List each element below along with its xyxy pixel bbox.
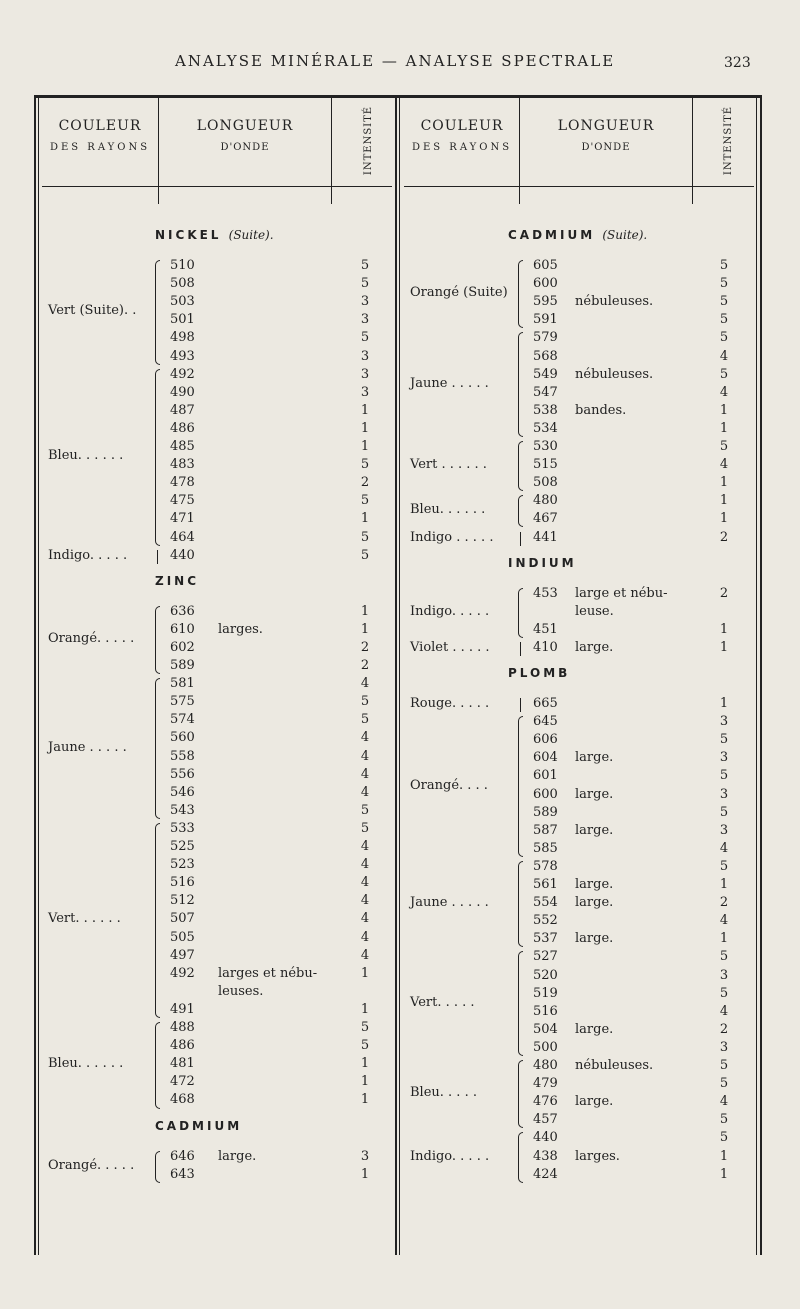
element-name: CADMIUM <box>155 1118 243 1133</box>
col-header-wavelength <box>521 118 691 153</box>
col-header-wave-sub: D'ONDE <box>220 142 270 153</box>
group-brace <box>518 861 523 948</box>
intensity-cell: 2 <box>719 1021 729 1037</box>
intensity-cell: 4 <box>360 748 370 764</box>
note-cell: larges. <box>218 621 263 637</box>
intensity-cell: 5 <box>719 294 729 310</box>
wavelength-cell: 479 <box>533 1076 558 1092</box>
group-brace <box>518 495 523 527</box>
intensity-cell: 2 <box>360 475 370 491</box>
col-header-intensity: INTENSITÉ <box>363 105 375 176</box>
wavelength-cell: 561 <box>533 877 558 892</box>
intensity-cell: 4 <box>360 857 370 873</box>
intensity-cell: 5 <box>719 439 729 454</box>
wavelength-cell: 500 <box>533 1039 558 1055</box>
wavelength-cell: 578 <box>533 858 558 874</box>
intensity-cell: 3 <box>719 1039 729 1055</box>
intensity-cell: 2 <box>719 585 729 601</box>
intensity-cell: 4 <box>360 766 370 782</box>
color-label: Orangé. . . . <box>410 777 488 793</box>
intensity-cell: 1 <box>360 420 370 436</box>
intensity-cell: 4 <box>360 911 370 927</box>
wavelength-cell: 581 <box>170 676 195 692</box>
intensity-cell: 1 <box>719 402 729 418</box>
table-left-rule <box>34 95 36 1255</box>
wavelength-cell: 604 <box>533 750 558 766</box>
col-header-color-sub: DES RAYONS <box>49 142 151 153</box>
color-label: Jaune . . . . . <box>410 895 489 911</box>
wavelength-cell: 498 <box>170 330 195 346</box>
color-label: Indigo. . . . . <box>410 1148 490 1164</box>
intensity-cell: 5 <box>360 694 370 710</box>
wavelength-cell: 543 <box>170 802 195 818</box>
wavelength-cell: 665 <box>533 696 558 711</box>
intensity-cell: 5 <box>719 330 729 346</box>
intensity-cell: 3 <box>719 967 729 983</box>
intensity-cell: 1 <box>360 1092 370 1108</box>
wavelength-cell: 645 <box>533 714 558 730</box>
wavelength-cell: 507 <box>170 911 195 927</box>
element-name: CADMIUM <box>508 228 596 242</box>
intensity-cell: 4 <box>719 384 729 400</box>
intensity-cell: 5 <box>360 1038 370 1054</box>
table-right-rule-2 <box>760 95 762 1255</box>
element-name: NICKEL <box>155 228 222 242</box>
intensity-cell: 4 <box>360 784 370 800</box>
wavelength-cell: 636 <box>170 603 195 619</box>
wavelength-cell: 497 <box>170 947 195 963</box>
intensity-cell: 1 <box>360 1074 370 1090</box>
wavelength-cell: 602 <box>170 639 195 655</box>
wavelength-cell: 451 <box>533 621 558 637</box>
intensity-cell: 5 <box>719 732 729 748</box>
wavelength-cell: 587 <box>533 822 558 838</box>
intensity-cell: 5 <box>360 258 370 273</box>
intensity-cell: 5 <box>360 712 370 728</box>
col-header-wave-title: LONGUEUR <box>557 118 655 134</box>
note-cell: leuse. <box>575 603 614 619</box>
note-cell: large. <box>218 1148 257 1164</box>
intensity-cell: 5 <box>719 1076 729 1092</box>
color-label: Rouge. . . . . <box>410 696 490 712</box>
wavelength-cell: 441 <box>533 529 558 545</box>
note-cell: large. <box>575 931 614 947</box>
wavelength-cell: 472 <box>170 1074 195 1090</box>
note-cell: large. <box>575 895 614 911</box>
intensity-cell: 5 <box>719 276 729 292</box>
element-name: INDIUM <box>508 555 577 570</box>
group-brace <box>518 332 523 437</box>
wavelength-cell: 646 <box>170 1148 195 1164</box>
intensity-cell: 4 <box>719 840 729 856</box>
note-cell: nébuleuses. <box>575 366 654 382</box>
intensity-cell: 1 <box>719 1166 729 1182</box>
wavelength-cell: 520 <box>533 967 558 983</box>
wavelength-cell: 515 <box>533 457 558 473</box>
intensity-cell: 3 <box>360 1148 370 1164</box>
wavelength-cell: 605 <box>533 258 558 273</box>
group-brace <box>155 1022 160 1109</box>
section-heading <box>508 666 570 680</box>
intensity-cell: 4 <box>719 913 729 929</box>
wavelength-cell: 538 <box>533 402 558 418</box>
section-heading <box>155 574 199 588</box>
wavelength-cell: 530 <box>533 439 558 454</box>
wavelength-cell: 508 <box>533 475 558 491</box>
col-header-wavelength <box>160 118 330 153</box>
intensity-cell: 1 <box>719 475 729 491</box>
wavelength-cell: 493 <box>170 348 195 364</box>
wavelength-cell: 453 <box>533 585 558 601</box>
intensity-cell: 4 <box>360 839 370 854</box>
wavelength-cell: 467 <box>533 511 558 527</box>
note-cell: large. <box>575 1021 614 1037</box>
element-name: ZINC <box>155 573 200 588</box>
wavelength-cell: 600 <box>533 276 558 292</box>
note-cell: large. <box>575 877 614 892</box>
intensity-cell: 5 <box>360 276 370 292</box>
wavelength-cell: 558 <box>170 748 195 764</box>
intensity-cell: 5 <box>360 529 370 545</box>
group-brace <box>155 369 160 546</box>
wavelength-cell: 480 <box>533 493 558 509</box>
intensity-cell: 1 <box>719 493 729 509</box>
intensity-cell: 3 <box>719 822 729 838</box>
wavelength-cell: 488 <box>170 1020 195 1035</box>
color-label: Bleu. . . . . . <box>410 502 486 518</box>
section-heading <box>155 228 274 242</box>
table-right-rule <box>756 95 757 1255</box>
note-cell: nébuleuses. <box>575 294 654 310</box>
intensity-cell: 4 <box>719 1003 729 1019</box>
intensity-cell: 4 <box>360 893 370 909</box>
note-cell: large. <box>575 786 614 802</box>
note-cell: nébuleuses. <box>575 1058 654 1073</box>
intensity-cell: 4 <box>360 947 370 963</box>
wavelength-cell: 487 <box>170 402 195 418</box>
col-header-intensity: INTENSITÉ <box>723 105 735 176</box>
note-cell: large et nébu- <box>575 585 668 601</box>
color-label: Indigo. . . . . <box>410 603 490 619</box>
wavelength-cell: 554 <box>533 895 558 911</box>
intensity-cell: 5 <box>719 804 729 820</box>
wavelength-cell: 504 <box>533 1021 558 1037</box>
intensity-cell: 2 <box>360 639 370 655</box>
intensity-cell: 4 <box>719 457 729 473</box>
wavelength-cell: 549 <box>533 366 558 382</box>
col-header-color <box>404 118 520 153</box>
group-brace <box>155 1151 160 1183</box>
wavelength-cell: 491 <box>170 1001 195 1017</box>
header-col-rule <box>331 98 332 204</box>
intensity-cell: 5 <box>719 258 729 273</box>
wavelength-cell: 424 <box>533 1166 558 1182</box>
wavelength-cell: 556 <box>170 766 195 782</box>
intensity-cell: 1 <box>360 511 370 527</box>
wavelength-cell: 486 <box>170 420 195 436</box>
intensity-cell: 5 <box>719 858 729 874</box>
wavelength-cell: 440 <box>170 547 195 563</box>
wavelength-cell: 601 <box>533 768 558 784</box>
wavelength-cell: 483 <box>170 457 195 473</box>
wavelength-cell: 533 <box>170 820 195 836</box>
section-heading <box>508 228 647 242</box>
header-col-rule <box>158 98 159 204</box>
wavelength-cell: 585 <box>533 840 558 856</box>
wavelength-cell: 534 <box>533 420 558 436</box>
intensity-cell: 3 <box>719 714 729 730</box>
wavelength-cell: 476 <box>533 1094 558 1110</box>
color-label: Violet . . . . . <box>410 639 490 655</box>
intensity-cell: 4 <box>719 348 729 364</box>
wavelength-cell: 503 <box>170 294 195 310</box>
wavelength-cell: 478 <box>170 475 195 491</box>
wavelength-cell: 537 <box>533 931 558 947</box>
color-label: Bleu. . . . . <box>410 1085 477 1101</box>
header-bottom-rule-left <box>42 186 392 187</box>
group-brace <box>155 823 160 1018</box>
col-header-color-title: COULEUR <box>58 118 142 134</box>
wavelength-cell: 471 <box>170 511 195 527</box>
wavelength-cell: 457 <box>533 1112 558 1128</box>
section-heading <box>155 1119 242 1133</box>
wavelength-cell: 490 <box>170 384 195 400</box>
section-note: (Suite). <box>228 228 274 242</box>
wavelength-cell: 510 <box>170 258 195 273</box>
wavelength-cell: 440 <box>533 1130 558 1146</box>
wavelength-cell: 589 <box>533 804 558 820</box>
wavelength-cell: 643 <box>170 1166 195 1182</box>
intensity-cell: 3 <box>360 384 370 400</box>
intensity-cell: 3 <box>360 348 370 364</box>
element-name: PLOMB <box>508 666 571 680</box>
note-cell: large. <box>575 822 614 838</box>
wavelength-cell: 523 <box>170 857 195 873</box>
intensity-cell: 3 <box>719 750 729 766</box>
group-brace <box>518 441 523 491</box>
intensity-cell: 2 <box>719 895 729 911</box>
group-brace <box>155 606 160 674</box>
wavelength-cell: 591 <box>533 312 558 328</box>
intensity-cell: 1 <box>719 696 729 711</box>
color-label: Orangé. . . . . <box>48 1157 135 1173</box>
intensity-cell: 5 <box>360 330 370 346</box>
wavelength-cell: 485 <box>170 439 195 454</box>
group-brace <box>155 678 160 819</box>
col-header-color-title: COULEUR <box>420 118 504 134</box>
group-bar <box>157 550 158 564</box>
color-label: Bleu. . . . . . <box>48 448 124 464</box>
intensity-cell: 1 <box>360 402 370 418</box>
wavelength-cell: 410 <box>533 639 558 655</box>
wavelength-cell: 475 <box>170 493 195 509</box>
wavelength-cell: 568 <box>533 348 558 364</box>
note-cell: large. <box>575 639 614 655</box>
note-cell: leuses. <box>218 983 264 999</box>
header-col-rule <box>692 98 693 204</box>
intensity-cell: 5 <box>360 493 370 509</box>
intensity-cell: 5 <box>719 949 729 965</box>
intensity-cell: 5 <box>719 768 729 784</box>
wavelength-cell: 589 <box>170 658 195 673</box>
wavelength-cell: 438 <box>533 1148 558 1164</box>
note-cell: larges. <box>575 1148 620 1164</box>
color-label: Bleu. . . . . . <box>48 1056 124 1072</box>
color-label: Indigo. . . . . <box>48 547 128 563</box>
wavelength-cell: 579 <box>533 330 558 346</box>
col-header-color-sub: DES RAYONS <box>411 142 513 153</box>
wavelength-cell: 560 <box>170 730 195 746</box>
intensity-cell: 1 <box>360 1056 370 1072</box>
wavelength-cell: 516 <box>533 1003 558 1019</box>
intensity-cell: 4 <box>719 1094 729 1110</box>
intensity-cell: 5 <box>360 820 370 836</box>
intensity-cell: 1 <box>719 420 729 436</box>
intensity-cell: 5 <box>719 1058 729 1073</box>
col-header-color <box>42 118 158 153</box>
intensity-cell: 1 <box>719 511 729 527</box>
running-title: ANALYSE MINÉRALE — ANALYSE SPECTRALE <box>175 52 616 70</box>
group-brace <box>518 588 523 638</box>
color-label: Orangé. . . . . <box>48 630 135 646</box>
color-label: Jaune . . . . . <box>48 739 127 755</box>
wavelength-cell: 492 <box>170 965 195 981</box>
wavelength-cell: 481 <box>170 1056 195 1072</box>
intensity-cell: 5 <box>360 547 370 563</box>
color-label: Jaune . . . . . <box>410 375 489 391</box>
wavelength-cell: 595 <box>533 294 558 310</box>
intensity-cell: 5 <box>360 1020 370 1035</box>
intensity-cell: 1 <box>360 603 370 619</box>
table-middle-rule <box>395 95 397 1255</box>
intensity-cell: 4 <box>360 676 370 692</box>
intensity-cell: 5 <box>719 366 729 382</box>
table-top-rule <box>34 95 762 98</box>
wavelength-cell: 552 <box>533 913 558 929</box>
intensity-cell: 5 <box>719 1130 729 1146</box>
group-brace <box>155 260 160 365</box>
intensity-cell: 5 <box>719 1112 729 1128</box>
wavelength-cell: 574 <box>170 712 195 728</box>
intensity-cell: 4 <box>360 730 370 746</box>
intensity-cell: 2 <box>360 658 370 673</box>
note-cell: bandes. <box>575 402 627 418</box>
wavelength-cell: 519 <box>533 985 558 1001</box>
group-bar <box>520 698 521 712</box>
intensity-cell: 4 <box>360 875 370 891</box>
intensity-cell: 1 <box>360 1001 370 1017</box>
color-label: Vert. . . . . . <box>48 911 121 927</box>
note-cell: large. <box>575 750 614 766</box>
color-label: Orangé (Suite) <box>410 285 508 301</box>
intensity-cell: 3 <box>719 786 729 802</box>
wavelength-cell: 600 <box>533 786 558 802</box>
intensity-cell: 3 <box>360 366 370 382</box>
group-bar <box>520 642 521 656</box>
wavelength-cell: 501 <box>170 312 195 328</box>
group-brace <box>518 951 523 1056</box>
wavelength-cell: 610 <box>170 621 195 637</box>
intensity-cell: 1 <box>719 639 729 655</box>
col-header-wave-sub: D'ONDE <box>581 142 631 153</box>
group-brace <box>518 1132 523 1182</box>
intensity-cell: 1 <box>719 877 729 892</box>
intensity-cell: 5 <box>360 802 370 818</box>
wavelength-cell: 527 <box>533 949 558 965</box>
group-brace <box>518 260 523 328</box>
wavelength-cell: 547 <box>533 384 558 400</box>
color-label: Vert . . . . . . <box>410 457 487 473</box>
note-cell: large. <box>575 1094 614 1110</box>
intensity-cell: 2 <box>719 529 729 545</box>
intensity-cell: 5 <box>360 457 370 473</box>
header-bottom-rule-right <box>404 186 754 187</box>
color-label: Indigo . . . . . <box>410 529 494 545</box>
color-label: Vert. . . . . <box>410 994 475 1010</box>
col-header-wave-title: LONGUEUR <box>196 118 294 134</box>
intensity-cell: 1 <box>360 439 370 454</box>
wavelength-cell: 480 <box>533 1058 558 1073</box>
intensity-cell: 1 <box>360 965 370 981</box>
group-brace <box>518 1060 523 1128</box>
wavelength-cell: 512 <box>170 893 195 909</box>
intensity-cell: 3 <box>360 312 370 328</box>
wavelength-cell: 508 <box>170 276 195 292</box>
wavelength-cell: 505 <box>170 929 195 945</box>
intensity-cell: 1 <box>719 931 729 947</box>
intensity-cell: 1 <box>719 621 729 637</box>
wavelength-cell: 525 <box>170 839 195 854</box>
table-middle-rule-2 <box>399 95 400 1255</box>
wavelength-cell: 486 <box>170 1038 195 1054</box>
wavelength-cell: 575 <box>170 694 195 710</box>
wavelength-cell: 546 <box>170 784 195 800</box>
group-brace <box>518 716 523 857</box>
page-number: 323 <box>724 55 751 71</box>
wavelength-cell: 492 <box>170 366 195 382</box>
intensity-cell: 5 <box>719 312 729 328</box>
wavelength-cell: 468 <box>170 1092 195 1108</box>
intensity-cell: 1 <box>360 1166 370 1182</box>
section-note: (Suite). <box>602 228 648 242</box>
color-label: Vert (Suite). . <box>48 303 137 319</box>
wavelength-cell: 516 <box>170 875 195 891</box>
intensity-cell: 1 <box>360 621 370 637</box>
table-left-rule-2 <box>38 95 39 1255</box>
intensity-cell: 3 <box>360 294 370 310</box>
note-cell: larges et nébu- <box>218 965 318 981</box>
intensity-cell: 5 <box>719 985 729 1001</box>
wavelength-cell: 606 <box>533 732 558 748</box>
intensity-cell: 1 <box>719 1148 729 1164</box>
group-bar <box>520 532 521 546</box>
wavelength-cell: 464 <box>170 529 195 545</box>
section-heading <box>508 556 577 570</box>
intensity-cell: 4 <box>360 929 370 945</box>
